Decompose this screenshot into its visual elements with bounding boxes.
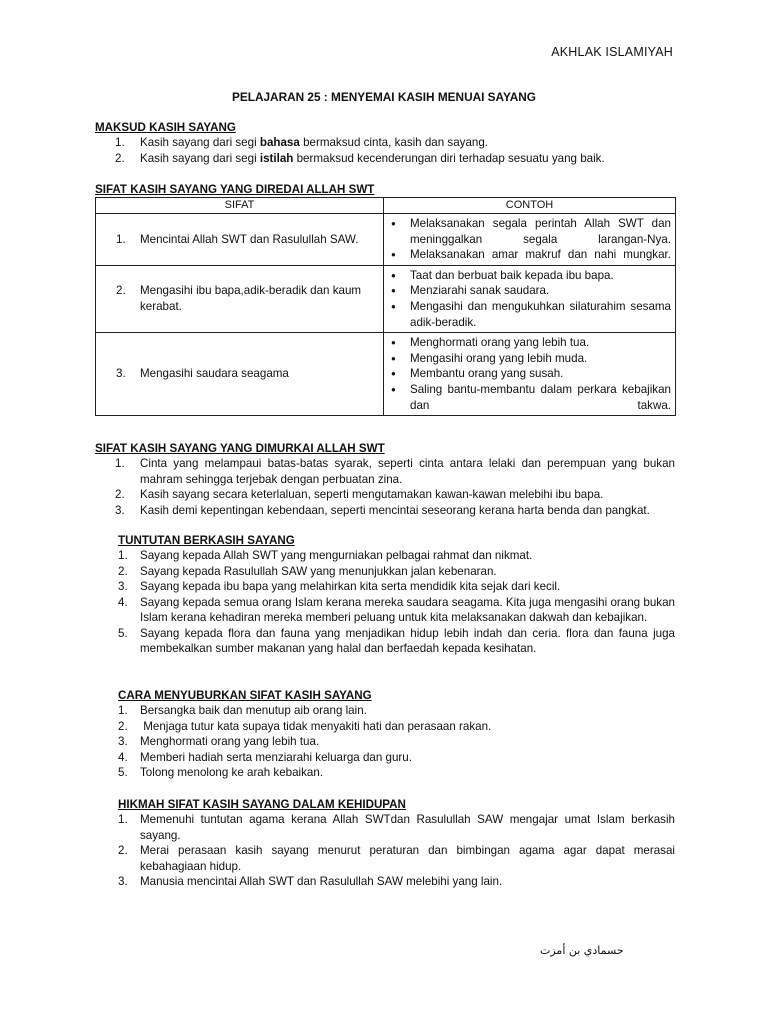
contoh-cell: [384, 265, 676, 332]
list-item: [95, 456, 675, 487]
sifat-cell: [96, 265, 384, 332]
item-text: Memenuhi tuntutan agama kerana Allah SWTdan Rasulullah SAW mengajar umat Islam berkasih sayang.: [140, 813, 675, 842]
item-text: Memberi hadiah serta menziarahi keluarga dan guru.: [140, 750, 412, 764]
item-text: Sayang kepada semua orang Islam kerana mereka saudara seagama. Kita juga mengasihi orang bukan Islam kerana kehadiran mereka memberi peluang untuk kita melaksanakan dakwah dan kebajikan.: [140, 595, 675, 624]
maksud-list: [95, 135, 675, 166]
item-number: 3.: [118, 580, 128, 593]
item-text: Menghormati orang yang lebih tua.: [140, 735, 320, 748]
list-item: [118, 843, 675, 874]
section-maksud: [95, 120, 675, 166]
item-number: 2.: [115, 488, 125, 501]
contoh-item: ● Mengasihi dan mengukuhkan silaturahim sesama adik-beradik.: [384, 299, 671, 330]
item-number: 3.: [118, 875, 128, 888]
item-number: 1.: [115, 136, 125, 149]
item-text: Cinta yang melampaui batas-batas syarak, seperti cinta antara lelaki dan perempuan yang bukan mahram sehingga terjebak dengan perbuatan zina.: [140, 457, 675, 486]
cara-list: [118, 703, 675, 781]
item-number: 5.: [118, 766, 128, 779]
item-text: Merai perasaan kasih sayang menurut peraturan dan bimbingan agama agar dapat merasai kebahagiaan hidup.: [140, 844, 675, 873]
item-number: 2.: [118, 844, 128, 857]
item-text: Kasih sayang dari segi: [140, 151, 260, 165]
item-text: Bersangka baik dan menutup aib orang lain.: [140, 704, 367, 717]
item-text: bermaksud cinta, kasih dan sayang.: [299, 136, 489, 149]
section-heading: SIFAT KASIH SAYANG YANG DIMURKAI ALLAH SWT: [95, 442, 385, 455]
contoh-cell: [384, 214, 676, 266]
author-signature: حسمادي بن أمزت: [540, 944, 624, 957]
item-number: 3.: [118, 735, 128, 748]
item-text: Menjaga tutur kata supaya tidak menyakiti hati dan perasaan rakan.: [140, 719, 492, 733]
list-item: [118, 812, 675, 843]
item-text: Sayang kepada Allah SWT yang mengurniakan pelbagai rahmat dan nikmat.: [140, 549, 533, 562]
row-number: 2.: [116, 284, 126, 298]
contoh-item: ● Melaksanakan amar makruf dan nahi mungkar.: [384, 247, 671, 263]
item-number: 1.: [118, 813, 128, 826]
contoh-item: ● Menghormati orang yang lebih tua.: [384, 335, 671, 351]
hikmah-list: [118, 812, 675, 890]
section-heading: SIFAT KASIH SAYANG YANG DIREDAI ALLAH SWT: [95, 183, 375, 196]
item-number: 2.: [118, 719, 128, 733]
item-bold: bahasa: [259, 136, 300, 149]
table-row: [96, 214, 676, 266]
row-number: 3.: [116, 367, 126, 381]
item-number: 2.: [115, 151, 125, 165]
column-header-sifat: SIFAT: [96, 198, 384, 214]
table-row: [96, 333, 676, 416]
section-sifat-dimurkai: [95, 441, 675, 518]
item-text: bermaksud kecenderungan diri terhadap sesuatu yang baik.: [293, 151, 605, 165]
list-item: [118, 548, 675, 564]
sifat-cell: [96, 333, 384, 416]
sifat-text: Mengasihi saudara seagama: [140, 367, 289, 381]
sifat-table: [95, 197, 676, 416]
list-item: [118, 719, 675, 735]
section-heading: CARA MENYUBURKAN SIFAT KASIH SAYANG: [118, 689, 372, 702]
item-text: Kasih demi kepentingan kebendaan, seperti mencintai seseorang kerana harta benda dan pangkat.: [140, 503, 650, 517]
tuntutan-list: [118, 548, 675, 657]
list-item: [118, 595, 675, 626]
section-tuntutan: [118, 533, 675, 657]
list-item: [118, 765, 675, 781]
dimurkai-list: [95, 456, 675, 518]
table-row: [96, 265, 676, 332]
sifat-cell: [96, 214, 384, 266]
section-hikmah: [118, 797, 675, 890]
list-item: [95, 151, 675, 167]
contoh-item: ● Menziarahi sanak saudara.: [384, 283, 671, 299]
list-item: [118, 703, 675, 719]
item-text: Sayang kepada ibu bapa yang melahirkan kita serta mendidik kita sejak dari kecil.: [140, 580, 561, 593]
lesson-title: PELAJARAN 25 : MENYEMAI KASIH MENUAI SAYANG: [232, 90, 536, 104]
list-item: [118, 579, 675, 595]
item-text: Manusia mencintai Allah SWT dan Rasulullah SAW melebihi yang lain.: [140, 875, 503, 888]
item-number: 1.: [115, 457, 125, 470]
contoh-item: ● Melaksanakan segala perintah Allah SWT dan meninggalkan segala larangan-Nya.: [384, 216, 671, 247]
sifat-text: Mencintai Allah SWT dan Rasulullah SAW.: [140, 232, 359, 246]
item-text: Sayang kepada flora dan fauna yang menjadikan hidup lebih indah dan ceria. flora dan fauna juga membekalkan sumber makanan yang halal dan berfaedah kepada kesihatan.: [140, 626, 675, 655]
column-header-contoh: CONTOH: [384, 198, 676, 214]
contoh-item: ● Taat dan berbuat baik kepada ibu bapa.: [384, 268, 671, 284]
item-number: 1.: [118, 549, 128, 562]
table-header-row: [96, 198, 676, 214]
section-heading: MAKSUD KASIH SAYANG: [95, 121, 236, 134]
section-sifat-diredai: [95, 182, 675, 416]
list-item: [118, 734, 675, 750]
list-item: [95, 135, 675, 151]
item-number: 4.: [118, 595, 128, 609]
contoh-cell: [384, 333, 676, 416]
row-number: 1.: [116, 232, 126, 246]
item-bold: istilah: [259, 151, 294, 165]
section-heading: HIKMAH SIFAT KASIH SAYANG DALAM KEHIDUPAN: [118, 798, 406, 811]
section-cara: [118, 688, 675, 781]
item-text: Kasih sayang secara keterlaluan, seperti mengutamakan kawan-kawan melebihi ibu bapa.: [140, 488, 604, 501]
item-number: 5.: [118, 626, 128, 640]
list-item: [118, 626, 675, 657]
item-number: 1.: [118, 704, 128, 717]
item-text: Tolong menolong ke arah kebaikan.: [140, 766, 324, 779]
list-item: [118, 874, 675, 890]
item-number: 2.: [118, 564, 128, 578]
list-item: [95, 487, 675, 503]
contoh-item: ● Membantu orang yang susah.: [384, 366, 671, 382]
contoh-item: ● Mengasihi orang yang lebih muda.: [384, 351, 671, 367]
item-number: 4.: [118, 750, 128, 764]
section-heading: TUNTUTAN BERKASIH SAYANG: [118, 534, 295, 547]
subject-header: AKHLAK ISLAMIYAH: [551, 45, 673, 59]
contoh-item: ● Saling bantu-membantu dalam perkara kebajikan dan takwa.: [384, 382, 671, 413]
item-text: Kasih sayang dari segi: [140, 136, 260, 149]
item-number: 3.: [115, 503, 125, 517]
sifat-text: Mengasihi ibu bapa,adik-beradik dan kaum kerabat.: [140, 284, 362, 313]
list-item: [118, 564, 675, 580]
list-item: [95, 503, 675, 519]
list-item: [118, 750, 675, 766]
item-text: Sayang kepada Rasulullah SAW yang menunjukkan jalan kebenaran.: [140, 564, 497, 578]
